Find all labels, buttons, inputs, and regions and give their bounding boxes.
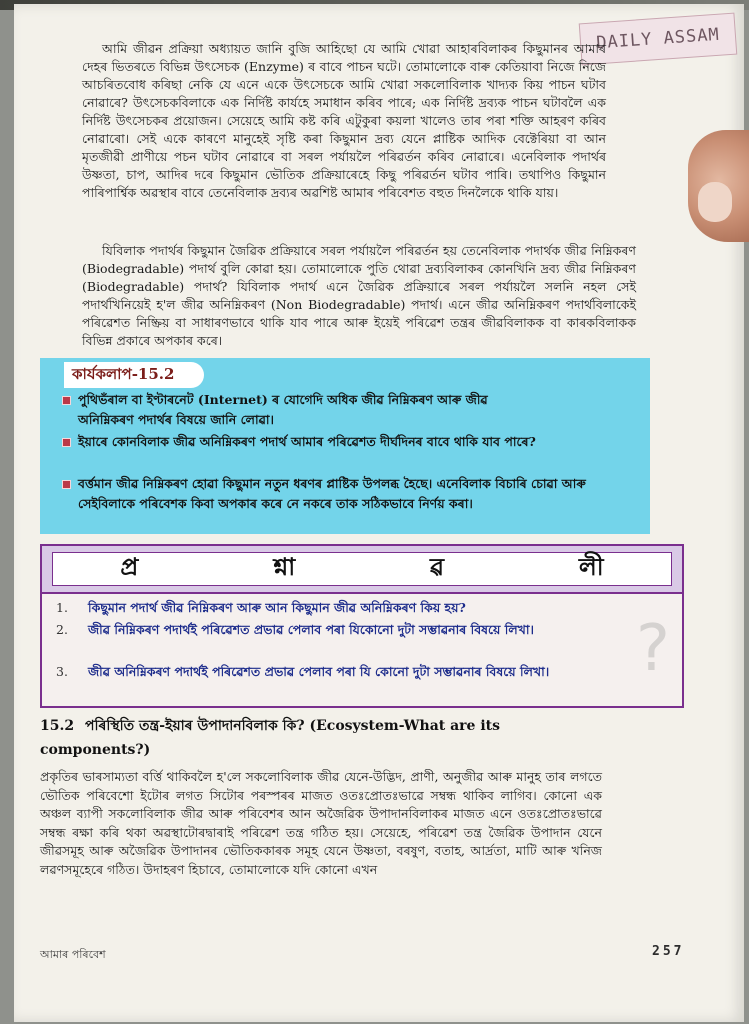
question-number: 1.: [56, 600, 68, 615]
questions-heading-bar: [42, 546, 682, 594]
heading-letter: লী: [578, 552, 604, 581]
activity-item: [62, 432, 602, 452]
daily-assam-watermark: DAILY ASSAM: [579, 13, 738, 66]
bullet-icon: [62, 396, 71, 405]
question-mark-icon: ?: [636, 612, 670, 686]
activity-item-text: বৰ্ত্তমান জীৱ নিম্নিকৰণ হোৱা কিছুমান নতুন ধৰণৰ প্লাষ্টিক উপলব্ধ হৈছে। এনেবিলাক বিচাৰি চোৱা আৰু সেইবিলাকে পৰিবেশক কিবা অপকাৰ কৰে নে নকৰে তাক সঠিকভাবে নিৰ্ণয় কৰা।: [78, 476, 586, 511]
section-heading: [40, 714, 600, 762]
section-title-assamese: পৰিস্থিতি তন্ত্ৰ-ইয়াৰ উপাদানবিলাক কি?: [84, 718, 305, 734]
heading-letter: শ্না: [273, 552, 296, 581]
thumb-image: [688, 130, 749, 242]
paragraph-ecosystem: প্ৰকৃতিৰ ভাৰসাম্যতা বৰ্ত্তি থাকিবলৈ হ'লে সকলোবিলাক জীৱ যেনে-উদ্ভিদ, প্ৰাণী, অনুজীৱ আৰু মানুহ তাৰ লগতে ভৌতিক পৰিবেশো ইটোৰ লগত সিটোৰ পৰস্পৰৰ মাজত ওতঃপ্ৰোতঃভাৱে সম্বন্ধ থাকিব লাগিব। কোনো এক অঞ্চল ব্যাপী সকলোবিলাক জীৱ আৰু পৰিবেশৰ আন অজৈৱিক উপাদানবিলাকৰ মাজত এনে ওতঃপ্ৰোতঃভাৱে সম্বন্ধ ৰক্ষা কৰি থকা অৱস্থাটোৰদ্বাৰাই পৰিৱেশ তন্ত্ৰ গঠিত হয়। সেয়েহে, পৰিৱেশ তন্ত্ৰ জৈৱিক উপাদান যেনে জীৱসমূহ আৰু অজৈৱিক উপাদানৰ ভৌতিককাৰক সমূহ যেনে উষ্ণতা, বৰষুণ, বতাহ, আৰ্দ্ৰতা, মাটি আৰু খনিজ লৱণসমূহেৰে গঠিত। উদাহৰণ হিচাবে, তোমালোকে যদি কোনো এখন: [40, 769, 602, 877]
section-number: 15.2: [40, 718, 75, 734]
heading-letter: প্ৰ: [120, 552, 139, 581]
activity-title: কাৰ্যকলাপ-15.2: [64, 362, 204, 388]
question-text: জীৱ অনিম্নিকৰণ পদাৰ্থই পৰিৱেশত প্ৰভাৱ পেলাব পৰা যি কোনো দুটা সম্ভাৱনাৰ বিষয়ে লিখা।: [88, 664, 550, 679]
activity-item-text: ইয়াৰে কোনবিলাক জীৱ অনিম্নিকৰণ পদাৰ্থ আমাৰ পৰিৱেশত দীৰ্ঘদিনৰ বাবে থাকি যাব পাৰে?: [78, 434, 536, 449]
question-number: 3.: [56, 664, 68, 679]
questions-box: [40, 544, 684, 708]
questions-heading: [52, 552, 672, 586]
activity-item-text: পুথিভঁৰাল বা ইণ্টাৰনেট (Internet) ৰ যোগেদি অধিক জীৱ নিম্নিকৰণ আৰু জীৱ অনিম্নিকৰণ পদাৰ্থৰ বিষয়ে জানি লোৱা।: [78, 392, 488, 427]
heading-letter: ৱ: [429, 552, 445, 581]
bullet-icon: [62, 438, 71, 447]
activity-item: [62, 474, 622, 514]
paragraph-biodegradable: যিবিলাক পদাৰ্থৰ কিছুমান জৈৱিক প্ৰক্ৰিয়াৰে সৰল পৰ্যায়লৈ পৰিৱৰ্তন হয় তেনেবিলাক পদাৰ্থক জীৱ নিম্নিকৰণ (Biodegradable) পদাৰ্থ বুলি কোৱা হয়। তোমালোকে পুতি থোৱা দ্ৰব্যবিলাকৰ কোনখিনি দ্ৰব্য জীৱ নিম্নিকৰণ (Biodegradable) পদাৰ্থ? যিবিলাক পদাৰ্থ এনে জৈৱিক প্ৰক্ৰিয়াৰে সৰল পৰ্যায়লৈ সলনি নহল সেই পদাৰ্থখিনিয়েই হ'ল জীৱ অনিম্নিকৰণ (Non Biodegradable) পদাৰ্থ। এনে জীৱ অনিম্নিকৰণ পদাৰ্থবিলাকেই পৰিৱেশত নিষ্ক্ৰিয় বা সাধাৰণভাবে থাকি যাব পাৰে আৰু ইয়েই পৰিৱেশ তন্ত্ৰৰ জীৱবিলাকক বা কাৰকবিলাকক বিভিন্ন প্ৰকাৰে অপকাৰ কৰে।: [82, 243, 636, 348]
activity-item: [62, 390, 542, 430]
thumbnail-nail: [698, 182, 732, 222]
paragraph-enzyme: আমি জীৱন প্ৰক্ৰিয়া অধ্যায়ত জানি বুজি আহিছো যে আমি খোৱা আহাৰবিলাকৰ কিছুমানৰ আমাৰ দেহৰ ভিতৰতে বিভিন্ন উৎসেচক (Enzyme) ৰ বাবে পাচন ঘটে। তোমালোকে বাৰু কেতিয়াবা নিজে নিজে আচৰিতবোধ কৰিছা নেকি যে এনে একে উৎসেচকে আমি খোৱা সকলোবিলাক খাদ্যক কিয় পাচন ঘটাব নোৱাৰে? উৎসেচকবিলাকে এক নিৰ্দিষ্ট কাৰ্যহে সমাধান কৰিব পাৰে; এক নিৰ্দিষ্ট দ্ৰব্যক পাচন ঘটাবলৈ এক নিৰ্দিষ্ট উৎসেচকৰ প্ৰয়োজন। সেয়েহে আমি কষ্ট কৰি এটুকুৰা কয়লা খালেও তাৰ পৰা শক্তি আহৰণ কৰিব নোৱাৰো। সেই একে কাৰণে মানুহেই সৃষ্টি কৰা কিছুমান দ্ৰব্য যেনে প্লাষ্টিক আদিক বেক্টেৰিয়া বা আন মৃতজীৱী প্ৰাণীয়ে পচন ঘটাব নোৱাৰে বা সৰল পৰ্যায়লৈ পৰিৱৰ্তন কৰিব নোৱাৰে। এনেবিলাক পদাৰ্থৰ উষ্ণতা, চাপ, আদিৰ দৰে কিছুমান ভৌতিক প্ৰক্ৰিয়াৰেহে কিছু পৰিৱৰ্তন ঘটাব পাৰি। তথাপিও কিছুমান পাৰিপাৰ্শ্বিক অৱস্থাৰ বাবে তেনেবিলাক দ্ৰব্যৰ অৱশিষ্ট আমাৰ পৰিবেশত বহুত দিনলৈকে থাকি যায়।: [82, 41, 606, 200]
question-number: 2.: [56, 622, 68, 637]
page-number: 257: [652, 944, 685, 959]
question-text: জীৱ নিম্নিকৰণ পদাৰ্থই পৰিৱেশত প্ৰভাৱ পেলাব পৰা যিকোনো দুটা সম্ভাৱনাৰ বিষয়ে লিখা।: [88, 622, 534, 637]
section-title-english: (Ecosystem-What are its components?): [40, 718, 500, 758]
bullet-icon: [62, 480, 71, 489]
footer-book-title: আমাৰ পৰিবেশ: [40, 948, 106, 961]
question-text: কিছুমান পদাৰ্থ জীৱ নিম্নিকৰণ আৰু আন কিছুমান জীৱ অনিম্নিকৰণ কিয় হয়?: [88, 600, 466, 615]
activity-box: [40, 358, 650, 534]
